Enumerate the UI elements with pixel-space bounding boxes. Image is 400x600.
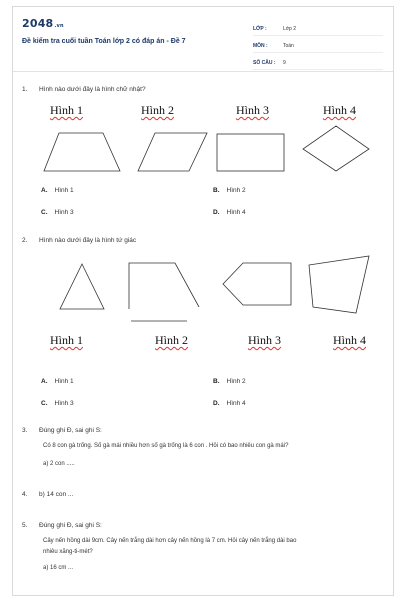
quadrilateral-shape — [307, 255, 371, 317]
parallelogram-shape — [137, 133, 209, 173]
figure-label: Hình 3 — [248, 333, 281, 347]
triangle-shape — [59, 263, 105, 311]
option-letter: B. — [213, 187, 220, 194]
option-d[interactable] — [213, 400, 246, 407]
option-text: Hình 4 — [226, 209, 246, 216]
option-a[interactable] — [41, 378, 74, 385]
figure-label: Hình 2 — [155, 333, 188, 347]
figure-label: Hình 4 — [323, 103, 356, 117]
option-letter: A. — [41, 378, 48, 385]
answer-line: a) 16 cm ... — [43, 565, 74, 571]
option-b[interactable] — [213, 378, 246, 385]
question-body-line: nhiêu xăng-ti-mét? — [43, 549, 93, 555]
option-text: Hình 2 — [226, 378, 246, 385]
meta-row-class — [253, 21, 383, 36]
question-number: 2. — [22, 237, 28, 244]
trapezoid-shape — [43, 133, 123, 173]
option-letter: D. — [213, 400, 220, 407]
option-b[interactable] — [213, 187, 246, 194]
option-letter: A. — [41, 187, 48, 194]
question-body-line: Cây nến hồng dài 9cm. Cây nến trắng dài hơn cây nến hồng là 7 cm. Hỏi cây nến trắng dài bao — [43, 538, 297, 544]
meta-info — [253, 21, 383, 72]
meta-value: 9 — [283, 60, 286, 66]
question-text: Hình nào dưới đây là hình tứ giác — [39, 237, 137, 244]
option-a[interactable] — [41, 187, 74, 194]
meta-row-subject — [253, 38, 383, 53]
option-text: Hình 4 — [226, 400, 246, 407]
option-text: Hình 2 — [226, 187, 246, 194]
question-number: 4. — [22, 491, 28, 498]
question-3 — [22, 427, 102, 434]
option-d[interactable] — [213, 209, 246, 216]
question-2 — [22, 237, 136, 244]
option-letter: C. — [41, 400, 48, 407]
question-text: Đúng ghi Đ, sai ghi S: — [39, 522, 102, 529]
option-text: Hình 3 — [54, 209, 74, 216]
question-number: 1. — [22, 86, 28, 93]
question-number: 5. — [22, 522, 28, 529]
header-divider — [13, 71, 393, 72]
question-body: Có 8 con gà trống. Số gà mái nhiều hơn số gà trống là 6 con . Hỏi có bao nhiêu con gà mái? — [43, 443, 289, 449]
option-text: Hình 1 — [54, 378, 74, 385]
option-c[interactable] — [41, 400, 74, 407]
question-1 — [22, 86, 146, 93]
question-text: Đúng ghi Đ, sai ghi S: — [39, 427, 102, 434]
meta-key: MÔN : — [253, 43, 268, 49]
worksheet-page — [12, 6, 394, 596]
pentagon-shape — [221, 261, 293, 307]
document-title: Đề kiểm tra cuối tuần Toán lớp 2 có đáp án - Đề 7 — [22, 38, 186, 45]
option-c[interactable] — [41, 209, 74, 216]
option-letter: D. — [213, 209, 220, 216]
site-logo[interactable] — [22, 17, 64, 30]
logo-suffix: .vn — [54, 23, 64, 29]
meta-key: LỚP : — [253, 26, 267, 32]
question-4 — [22, 491, 73, 498]
answer-line: a) 2 con ..... — [43, 461, 75, 467]
option-text: Hình 1 — [54, 187, 74, 194]
question-number: 3. — [22, 427, 28, 434]
option-letter: B. — [213, 378, 220, 385]
option-text: Hình 3 — [54, 400, 74, 407]
question-text: b) 14 con ... — [39, 491, 74, 498]
meta-value: Lớp 2 — [283, 26, 297, 32]
rectangle-shape — [216, 133, 286, 173]
option-letter: C. — [41, 209, 48, 216]
question-5 — [22, 522, 102, 529]
figure-label: Hình 1 — [50, 103, 83, 117]
figure-label: Hình 4 — [333, 333, 366, 347]
rhombus-shape — [301, 125, 371, 173]
figure-label: Hình 2 — [141, 103, 174, 117]
meta-row-count — [253, 55, 383, 70]
open-quadrilateral-shape — [125, 261, 201, 323]
figure-label: Hình 3 — [236, 103, 269, 117]
meta-value: Toán — [283, 43, 294, 49]
question-text: Hình nào dưới đây là hình chữ nhật? — [39, 86, 146, 93]
meta-key: SỐ CÂU : — [253, 60, 276, 66]
figure-label: Hình 1 — [50, 333, 83, 347]
logo-main: 2048 — [22, 17, 54, 30]
